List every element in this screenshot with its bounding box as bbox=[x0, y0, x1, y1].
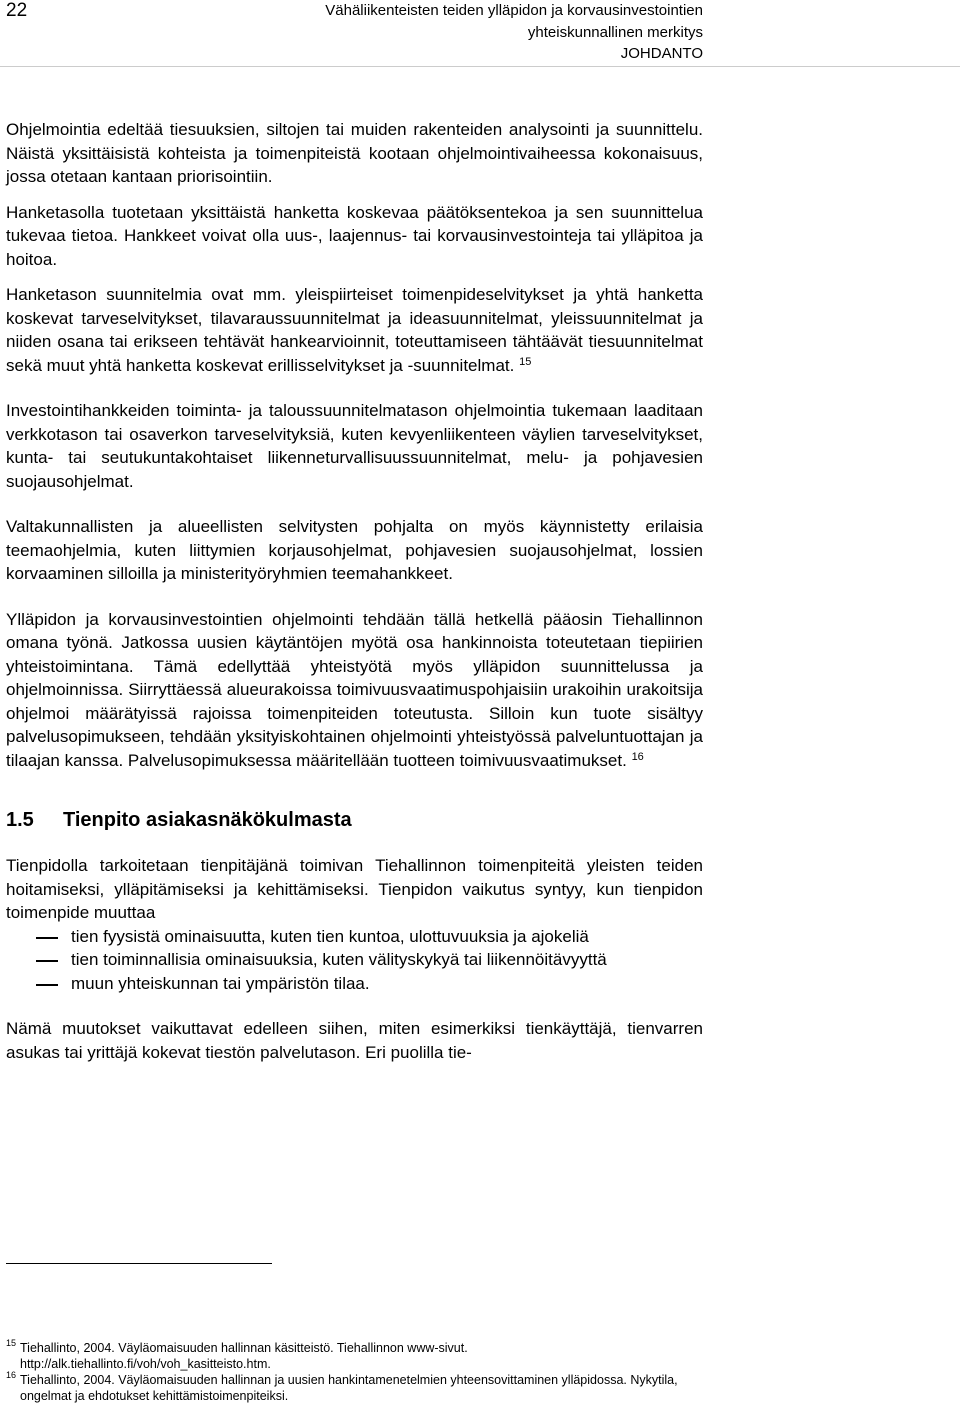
footnote-ref-16[interactable]: 16 bbox=[631, 750, 644, 763]
effects-list bbox=[6, 925, 703, 996]
section-heading bbox=[6, 808, 703, 832]
header-divider bbox=[0, 66, 960, 67]
list-item: muun yhteiskunnan tai ympäristön tilaa. bbox=[6, 972, 703, 996]
footnotes bbox=[6, 1340, 706, 1404]
paragraph-project-level: Hanketasolla tuotetaan yksittäistä hanketta koskevaa päätöksentekoa ja sen suunnittelua tukevaa tietoa. Hankkeet voivat olla uus-, laajennus- tai korvausinvestointeja tai ylläpitoa ja hoitoa. bbox=[6, 202, 703, 269]
footnote-ref-15[interactable]: 15 bbox=[519, 355, 532, 368]
section-title: Tienpito asiakasnäkökulmasta bbox=[63, 809, 352, 831]
paragraph-maintenance bbox=[6, 608, 703, 773]
running-header bbox=[325, 0, 703, 65]
list-item: tien fyysistä ominaisuutta, kuten tien kuntoa, ulottuvuuksia ja ajokeliä bbox=[6, 925, 703, 949]
page-number: 22 bbox=[6, 0, 28, 21]
footnote-url[interactable]: http://alk.tiehallinto.fi/voh/voh_kasitteisto.htm. bbox=[20, 1357, 271, 1371]
footnote-text: Tiehallinto, 2004. Väyläomaisuuden hallinnan käsitteistö. Tiehallinnon www-sivut. bbox=[20, 1341, 468, 1355]
page-header bbox=[0, 0, 960, 70]
body-text bbox=[6, 118, 703, 1086]
list-item: tien toiminnallisia ominaisuuksia, kuten välityskykyä tai liikennöitävyyttä bbox=[6, 948, 703, 972]
footnote-divider bbox=[6, 1263, 272, 1264]
paragraph-investment: Investointihankkeiden toiminta- ja taloussuunnitelmatason ohjelmointia tukemaan laaditaan verkkotason tai osaverkon tarveselvityksiä, kuten kevyenliikenteen väylien tarveselvitykset, kunta- tai seutukuntakohtaiset liikenneturvallisuussuunnitelmat, melu- ja pohjavesien suojausohjelmat. bbox=[6, 401, 703, 491]
footnote-15 bbox=[6, 1340, 706, 1372]
footnote-text: Tiehallinto, 2004. Väyläomaisuuden hallinnan ja uusien hankintamenetelmien yhteensovittaminen ylläpidossa. Nykytila, ongelmat ja ehdotukset kehittämistoimenpiteiksi. bbox=[20, 1373, 678, 1403]
header-section: JOHDANTO bbox=[620, 45, 703, 62]
footnote-number: 16 bbox=[6, 1370, 17, 1380]
section-number: 1.5 bbox=[6, 809, 34, 831]
header-title-line1: Vähäliikenteisten teiden ylläpidon ja korvausinvestointien bbox=[325, 2, 703, 19]
footnote-number: 15 bbox=[6, 1338, 17, 1348]
paragraph-changes: Nämä muutokset vaikuttavat edelleen siihen, miten esimerkiksi tienkäyttäjä, tienvarren asukas tai yrittäjä kokevat tiestön palvelutason. Eri puolilla tie- bbox=[6, 1019, 703, 1062]
paragraph-project-plans-text: Hanketason suunnitelmia ovat mm. yleispiirteiset toimenpideselvitykset ja yhtä hanketta koskevat tarveselvitykset, tilavaraussuunnitelmat ja ideasuunnitelmat, yleissuunnitelmat ja niiden osana tai erikseen tehtävät hankearvioinnit, toteuttamiseen tähtäävät tiesuunnitelmat sekä muut yhtä hanketta koskevat erillisselvitykset ja -suunnitelmat. bbox=[6, 285, 703, 375]
paragraph-road-management: Tienpidolla tarkoitetaan tienpitäjänä toimivan Tiehallinnon toimenpiteitä yleisten teiden hoitamiseksi, ylläpitämiseksi ja kehittämiseksi. Tienpidon vaikutus syntyy, kun tienpidon toimenpide muuttaa bbox=[6, 856, 703, 922]
footnote-16 bbox=[6, 1372, 706, 1404]
paragraph-programming: Ohjelmointia edeltää tiesuuksien, siltojen tai muiden rakenteiden analysointi ja suunnittelu. Näistä yksittäisistä kohteista ja toimenpiteistä kootaan ohjelmointivaiheessa kokonaisuus, jossa otetaan kantaan priorisointiin. bbox=[6, 120, 703, 186]
paragraph-project-plans bbox=[6, 283, 703, 377]
paragraph-national: Valtakunnallisten ja alueellisten selvitysten pohjalta on myös käynnistetty erilaisia teemaohjelmia, kuten liittymien korjausohjelmat, pohjavesien suojausohjelmat, lossien korvaaminen silloilla ja ministerityöryhmien teemahankkeet. bbox=[6, 517, 703, 583]
paragraph-maintenance-text: Ylläpidon ja korvausinvestointien ohjelmointi tehdään tällä hetkellä pääosin Tiehallinnon omana työnä. Jatkossa uusien käytäntöjen myötä osa hankinnoista toteutetaan tiepiirien yhteistoimintana. Tämä edellyttää yhteistyötä myös ylläpidon suunnittelussa ja ohjelmoinnissa. Siirryttäessä alueurakoissa toimivuusvaatimuspohjaisiin urakoihin urakoitsija ohjelmoi määrätyissä rajoissa toimenpiteiden toteutusta. Silloin kun tuote sisältyy palvelusopimukseen, tehdään yksityiskohtainen ohjelmointi yhteistyössä palveluntuottajan ja tilaajan kanssa. Palvelusopimuksessa määritellään tuotteen toimivuusvaatimukset. bbox=[6, 609, 703, 770]
header-title-line2: yhteiskunnallinen merkitys bbox=[527, 23, 703, 41]
